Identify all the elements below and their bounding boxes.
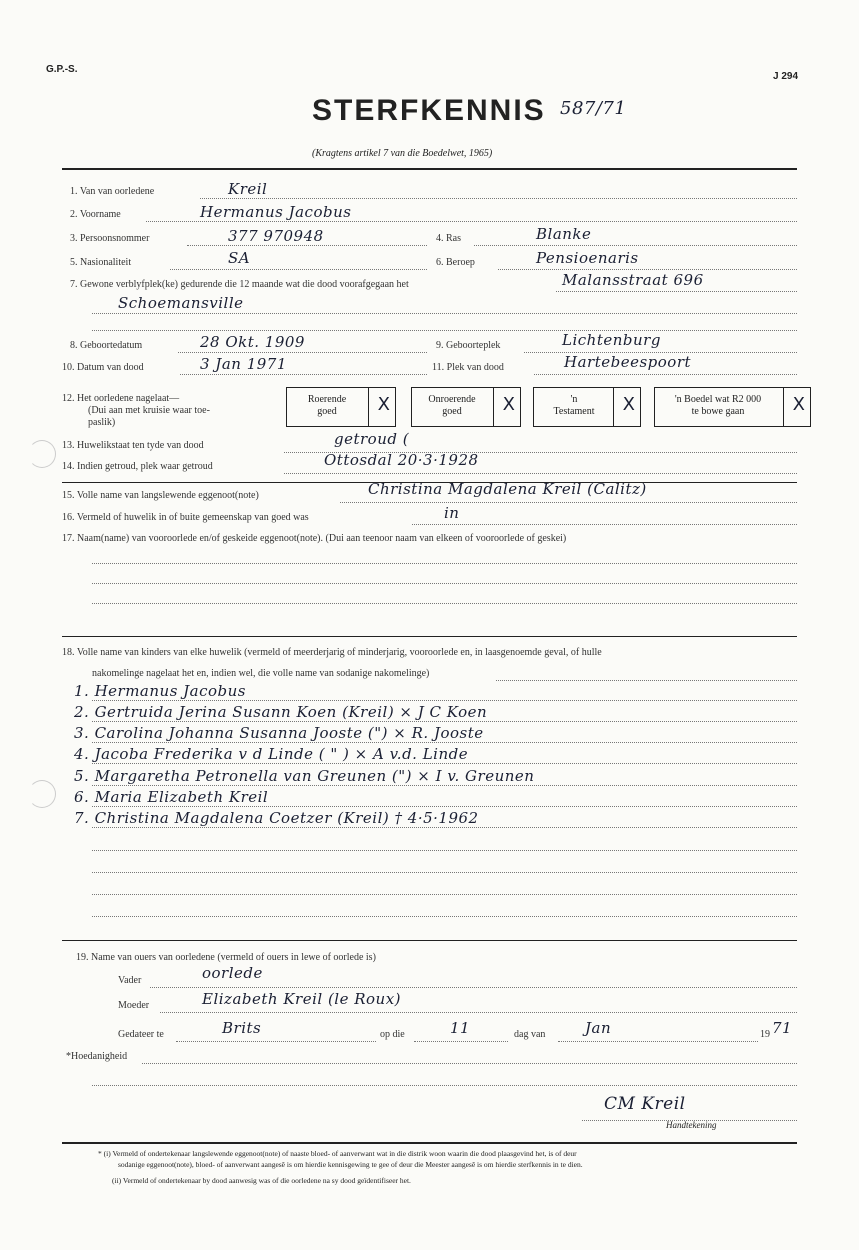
field-14-label: 14. Indien getroud, plek waar getroud (62, 461, 213, 472)
form-code-right: J 294 (773, 71, 799, 82)
field-16-label: 16. Vermeld of huwelik in of buite gemeenskap van goed was (62, 512, 309, 523)
field-15-label: 15. Volle name van langslewende eggenoot(note) (62, 490, 259, 501)
field-5-label: 5. Nasionaliteit (70, 257, 132, 268)
field-7-value-line2: Schoemansville (118, 294, 244, 312)
field-12-label: 12. Het oorledene nagelaat— (62, 393, 180, 404)
field-13-label: 13. Huwelikstaat ten tyde van dood (62, 440, 204, 451)
field-3-value: 377 970948 (228, 227, 324, 245)
signature: CM Kreil (604, 1094, 686, 1114)
divider (62, 940, 797, 941)
divider (62, 636, 797, 637)
page-subtitle: (Kragtens artikel 7 van die Boedelwet, 1965) (312, 148, 493, 159)
field-4-label: 4. Ras (436, 233, 461, 244)
field-2-value: Hermanus Jacobus (200, 203, 352, 221)
punch-hole-bottom (28, 780, 56, 808)
page-title: STERFKENNIS (312, 94, 546, 127)
field-12-label-line2: (Dui aan met kruisie waar toe- (88, 405, 210, 416)
child-6: 6. Maria Elizabeth Kreil (74, 788, 269, 806)
field-18-label: 18. Volle name van kinders van elke huwelik (vermeld of meerderjarig of minderjarig, vooroorlede en, in laasgenoemde geval, of hulle (62, 647, 602, 658)
field-4-value: Blanke (536, 225, 592, 243)
child-1: 1. Hermanus Jacobus (74, 682, 247, 700)
footnote-1-cont: sodanige eggenoot(note), bloed- of aanverwant aangesê is om hierdie kennisgewing te gee of deur die Meester aangesê is om hierdie sterfkennis in te dien. (118, 1160, 583, 1169)
field-7-label: 7. Gewone verblyfplek(ke) gedurende die 12 maande wat die dood voorafgegaan het (70, 279, 409, 290)
child-2: 2. Gertruida Jerina Susann Koen (Kreil) × J C Koen (74, 703, 488, 721)
field-18-label-line2: nakomelinge nagelaat het en, indien wel, die volle name van sodanige nakomelinge) (92, 668, 430, 679)
child-5: 5. Margaretha Petronella van Greunen (") × I v. Greunen (74, 767, 535, 785)
field-5-value: SA (228, 249, 251, 267)
field-6-value: Pensioenaris (536, 249, 639, 267)
field-12-label-line3: paslik) (88, 417, 116, 428)
field-19-label: 19. Name van ouers van oorledene (vermeld of ouers in lewe of oorlede is) (76, 952, 376, 963)
field-9-label: 9. Geboorteplek (436, 340, 501, 351)
on-label: op die (380, 1029, 405, 1040)
form-code-left: G.P.-S. (46, 64, 78, 75)
cross-mark: X (377, 394, 390, 415)
checkbox-estate-over-r2000[interactable]: 'n Boedel wat R2 000 te bowe gaan X (654, 387, 811, 427)
dated-day: 11 (450, 1019, 471, 1037)
field-11-value: Hartebeespoort (564, 353, 692, 371)
field-17-label: 17. Naam(name) van vooroorlede en/of geskeide eggenoot(note). (Dui aan teenoor naam van elkeen of vooroorlede of geskei) (62, 533, 567, 544)
checkbox-immovable-property[interactable]: Onroerende goed X (411, 387, 521, 427)
field-8-label: 8. Geboortedatum (70, 340, 143, 351)
field-9-value: Lichtenburg (562, 331, 661, 349)
footer-rule (62, 1142, 797, 1144)
field-15-value: Christina Magdalena Kreil (Calitz) (368, 480, 647, 498)
child-3: 3. Carolina Johanna Susanna Jooste (") × R. Jooste (74, 724, 484, 742)
dated-label: Gedateer te (118, 1029, 164, 1040)
year-prefix: 19 (760, 1029, 770, 1040)
footnote-1: * (i) Vermeld of ondertekenaar langslewende eggenoot(note) of naaste bloed- of aanverwant wat in die distrik woon waarin die dood plaasgevind het, is of deur (98, 1149, 577, 1158)
dated-month: Jan (585, 1019, 612, 1037)
capacity-label: *Hoedanigheid (66, 1051, 128, 1062)
field-13-value: getroud ( (334, 430, 410, 448)
field-3-label: 3. Persoonsnommer (70, 233, 150, 244)
mother-label: Moeder (118, 1000, 150, 1011)
cross-mark: X (502, 394, 515, 415)
footnote-2: (ii) Vermeld of ondertekenaar by dood aanwesig was of die oorledene na sy dood geïdentifiseer het. (112, 1176, 411, 1185)
day-of-label: dag van (514, 1029, 546, 1040)
field-1-value: Kreil (228, 180, 268, 198)
reference-number: 587/71 (560, 98, 627, 119)
checkbox-movable-property[interactable]: Roerende goed X (286, 387, 396, 427)
father-value: oorlede (202, 964, 263, 982)
field-16-value: in (444, 504, 460, 522)
header-rule (62, 168, 797, 170)
cross-mark: X (622, 394, 635, 415)
field-10-value: 3 Jan 1971 (200, 355, 287, 373)
field-10-label: 10. Datum van dood (62, 362, 144, 373)
year-suffix: 71 (772, 1019, 793, 1037)
punch-hole-top (28, 440, 56, 468)
signature-label: Handtekening (666, 1120, 717, 1130)
field-7-value: Malansstraat 696 (562, 271, 704, 289)
checkbox-testament[interactable]: 'n Testament X (533, 387, 641, 427)
cross-mark: X (792, 394, 805, 415)
field-1-label: 1. Van van oorledene (70, 186, 155, 197)
field-6-label: 6. Beroep (436, 257, 475, 268)
father-label: Vader (118, 975, 142, 986)
child-4: 4. Jacoba Frederika v d Linde ( " ) × A v.d. Linde (74, 745, 469, 763)
mother-value: Elizabeth Kreil (le Roux) (202, 990, 402, 1008)
field-2-label: 2. Voorname (70, 209, 121, 220)
field-11-label: 11. Plek van dood (432, 362, 504, 373)
dated-place: Brits (222, 1019, 262, 1037)
child-7: 7. Christina Magdalena Coetzer (Kreil) † 4·5·1962 (74, 809, 479, 827)
field-8-value: 28 Okt. 1909 (200, 333, 305, 351)
field-14-value: Ottosdal 20·3·1928 (324, 451, 479, 469)
